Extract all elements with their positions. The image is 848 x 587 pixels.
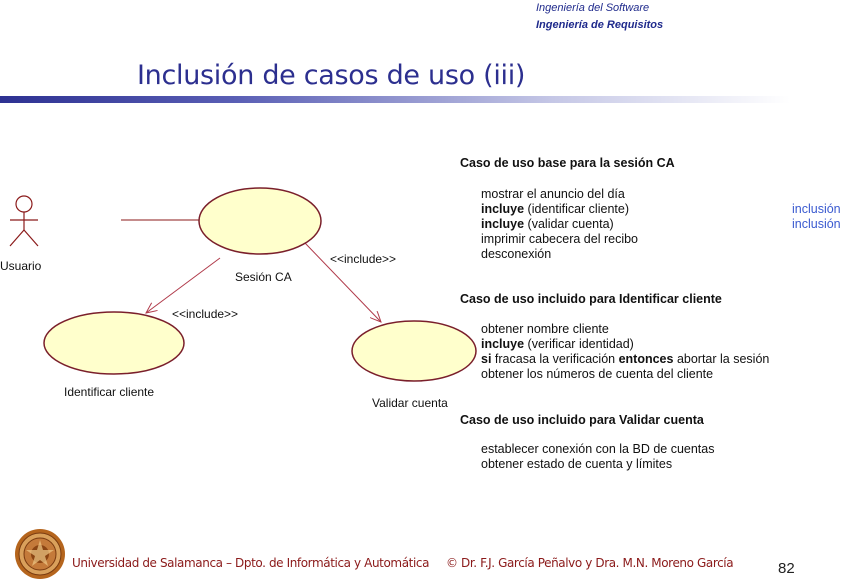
university-seal-logo bbox=[14, 528, 66, 580]
keyword-entonces: entonces bbox=[618, 352, 674, 366]
ident-line-4: obtener los números de cuenta del cliente bbox=[481, 367, 714, 381]
base-line-1: mostrar el anuncio del día bbox=[481, 187, 625, 201]
side-note-inclusion-1: inclusión bbox=[792, 202, 841, 216]
base-line-3-text: (validar cuenta) bbox=[524, 217, 614, 231]
base-line-2 bbox=[481, 202, 629, 216]
side-note-inclusion-2: inclusión bbox=[792, 217, 841, 231]
base-line-3 bbox=[481, 217, 614, 231]
ident-line-2-text: (verificar identidad) bbox=[524, 337, 634, 351]
include-stereotype-left: <<include>> bbox=[172, 307, 239, 321]
base-heading: Caso de uso base para la sesión CA bbox=[460, 156, 675, 170]
include-arrow-left bbox=[146, 258, 220, 313]
actor-figure bbox=[10, 196, 38, 246]
keyword-incluye: incluye bbox=[481, 202, 525, 216]
base-line-2-text: (identificar cliente) bbox=[524, 202, 629, 216]
include-stereotype-right: <<include>> bbox=[330, 252, 397, 266]
keyword-si: si bbox=[481, 352, 492, 366]
base-line-5: desconexión bbox=[481, 247, 552, 261]
page-number: 82 bbox=[778, 560, 795, 577]
use-case-label-sesion: Sesión CA bbox=[235, 270, 292, 284]
ident-heading: Caso de uso incluido para Identificar cliente bbox=[460, 292, 722, 306]
valid-heading: Caso de uso incluido para Validar cuenta bbox=[460, 413, 704, 427]
ident-line-2 bbox=[481, 337, 634, 351]
use-case-label-validar: Validar cuenta bbox=[372, 396, 448, 410]
use-case-identificar-cliente bbox=[44, 312, 184, 374]
keyword-incluye: incluye bbox=[481, 217, 525, 231]
slide-title: Inclusión de casos de uso (iii) bbox=[137, 60, 526, 91]
keyword-incluye: incluye bbox=[481, 337, 525, 351]
valid-line-1: establecer conexión con la BD de cuentas bbox=[481, 442, 715, 456]
footer-authors: © Dr. F.J. García Peñalvo y Dra. M.N. Moreno García bbox=[446, 556, 734, 570]
ident-line-3-text: abortar la sesión bbox=[673, 352, 770, 366]
footer-institution: Universidad de Salamanca – Dpto. de Informática y Automática bbox=[72, 556, 430, 570]
ident-line-1: obtener nombre cliente bbox=[481, 322, 609, 336]
actor-label: Usuario bbox=[0, 259, 42, 273]
subject-header: Ingeniería de Requisitos bbox=[536, 19, 664, 31]
valid-line-2: obtener estado de cuenta y límites bbox=[481, 457, 673, 471]
use-case-validar-cuenta bbox=[352, 321, 476, 381]
ident-line-3 bbox=[481, 352, 769, 366]
use-case-label-identificar: Identificar cliente bbox=[64, 385, 155, 399]
base-line-4: imprimir cabecera del recibo bbox=[481, 232, 639, 246]
course-header: Ingeniería del Software bbox=[536, 2, 650, 14]
ident-line-3-mid: fracasa la verificación bbox=[491, 352, 619, 366]
use-case-sesion-ca bbox=[199, 188, 321, 254]
